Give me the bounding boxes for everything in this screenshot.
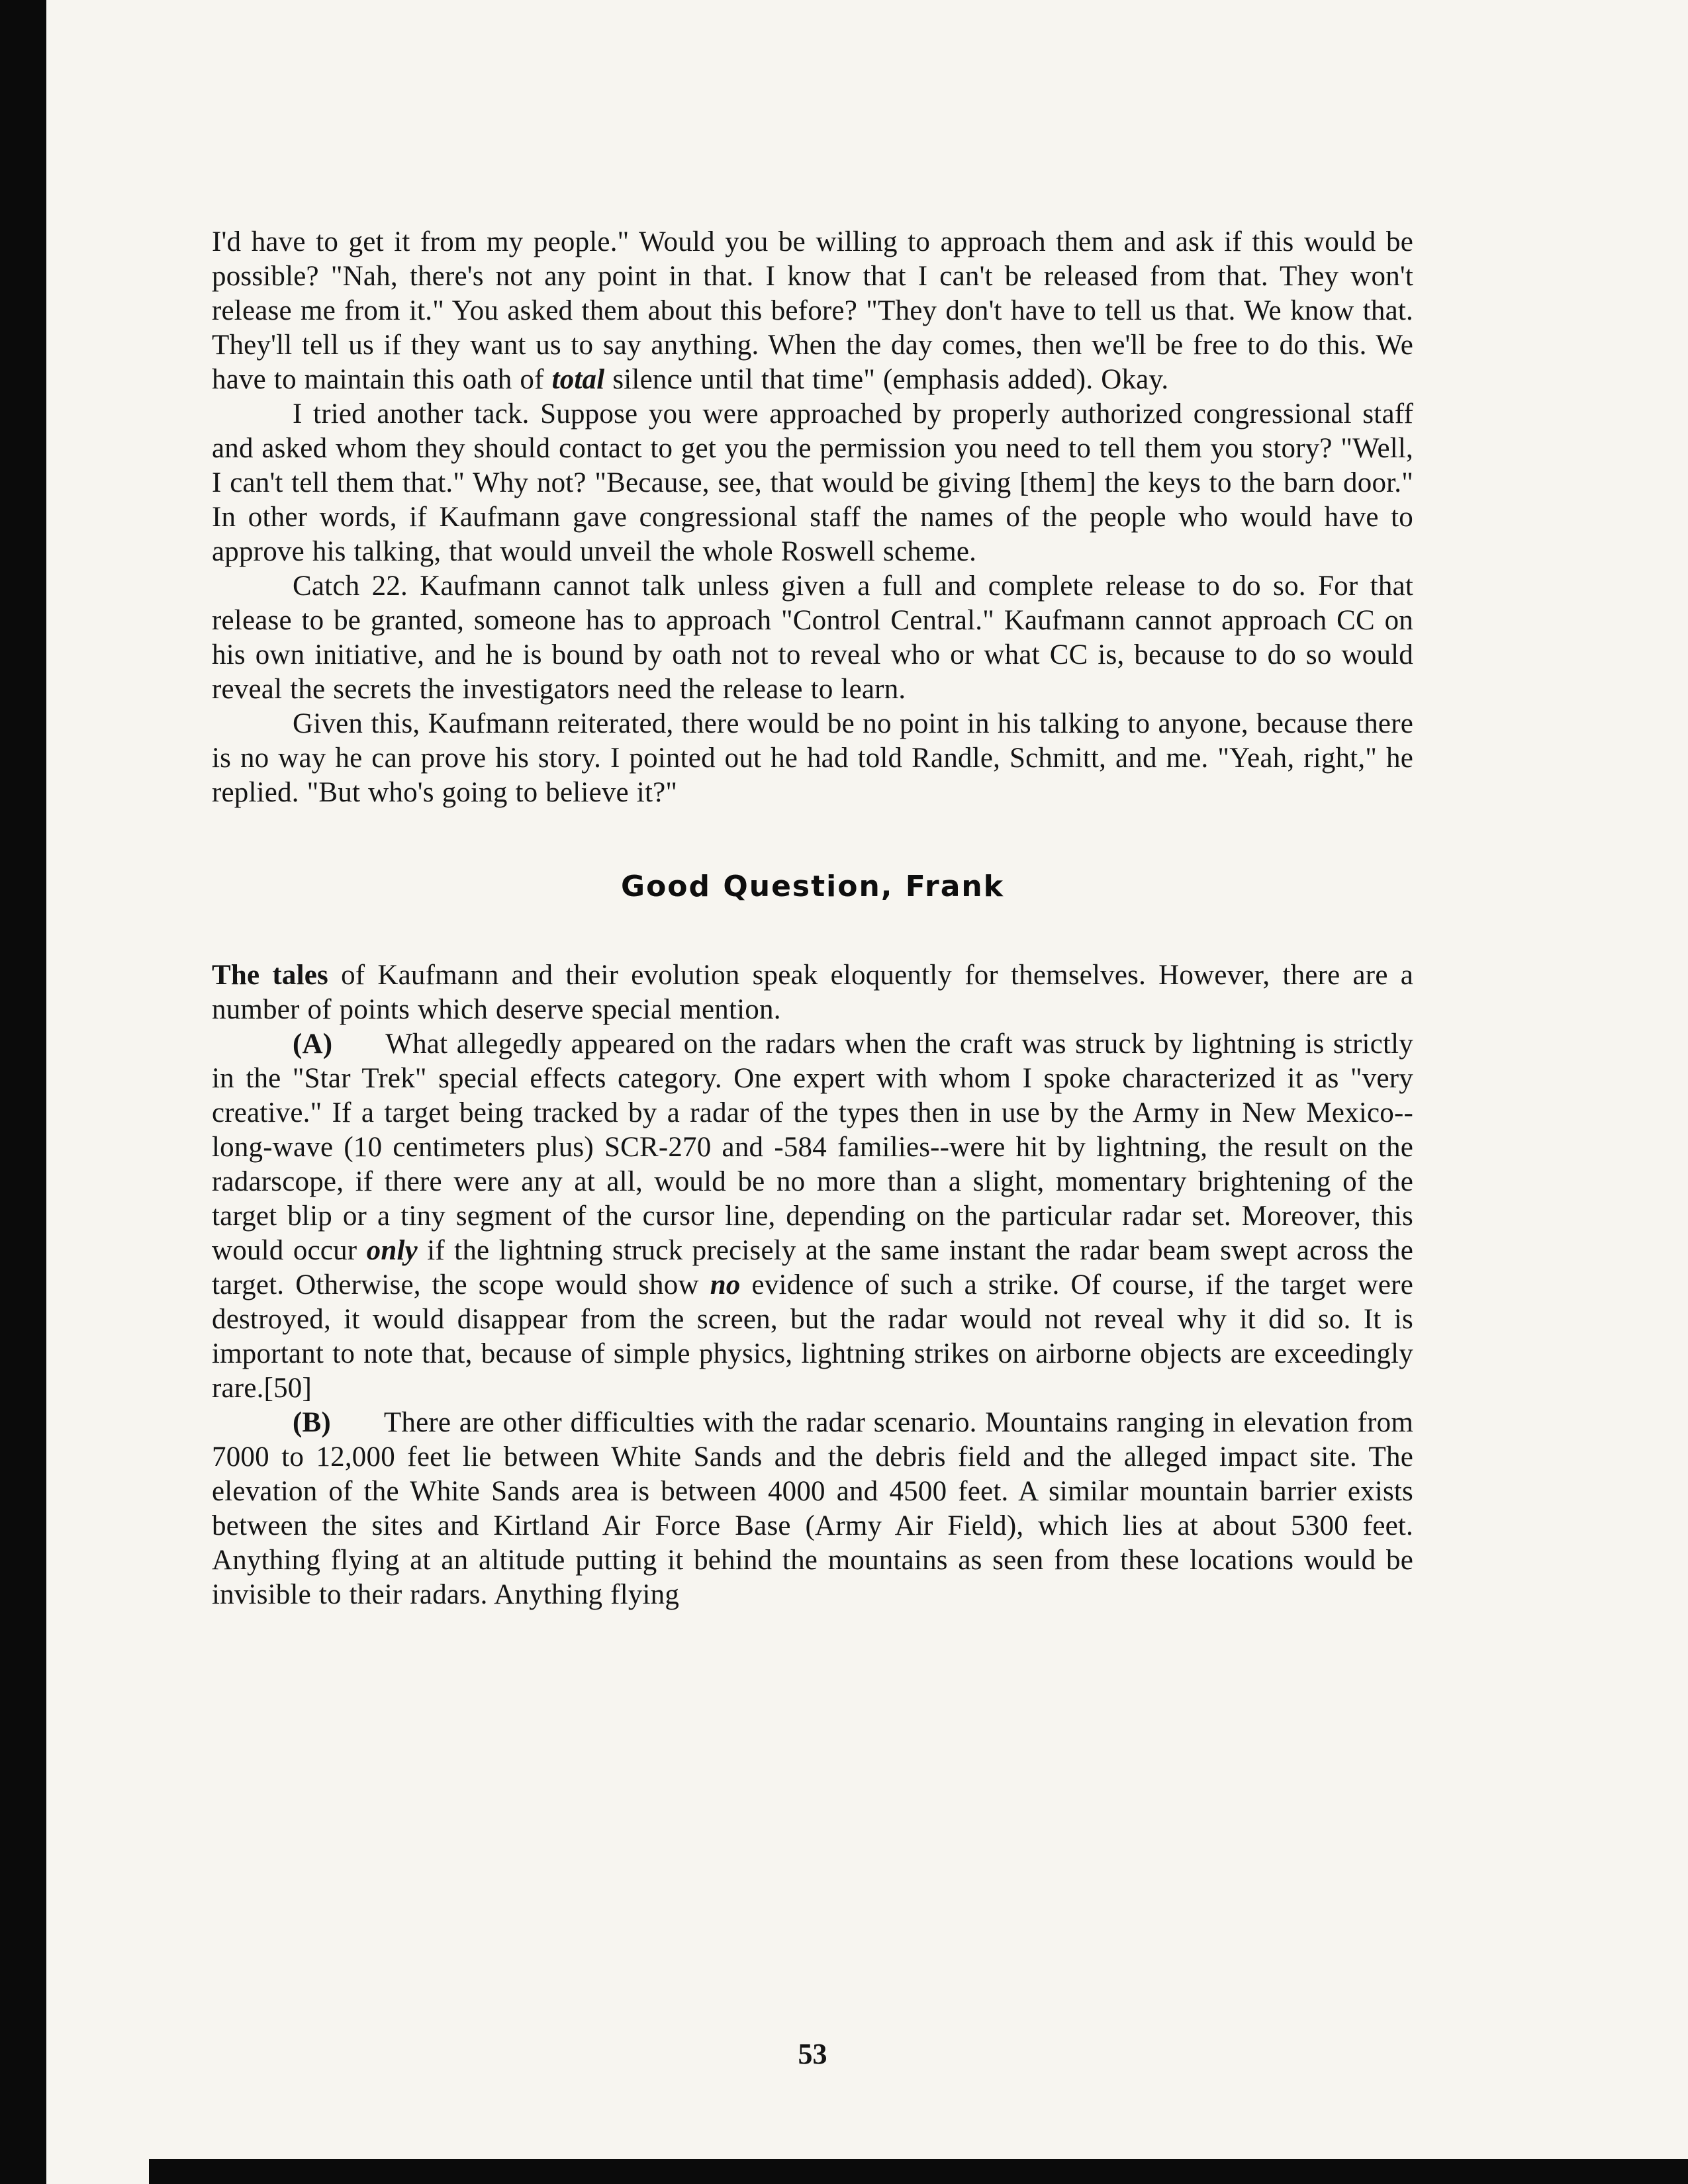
- emphasis-only: only: [366, 1235, 418, 1266]
- paragraph-5: [212, 958, 1413, 1027]
- text-segment: if the lightning struck precisely at the same instant the radar beam swept across the target. Otherwise, the scope would show: [212, 1235, 1414, 1300]
- page-text-block: [212, 225, 1413, 1612]
- page-number: 53: [798, 2038, 827, 2070]
- text-segment: There are other difficulties with the radar scenario. Mountains ranging in elevation from 7000 to 12,000 feet lie between White Sands and the debris field and the alleged impact site. The elevation of the White Sands area is between 4000 and 4500 feet. A similar mountain barrier exists between the sites and Kirtland Air Force Base (Army Air Field), which lies at about 5300 feet. Anything flying at an altitude putting it behind the mountains as seen from these locations would be invisible to their radars. Anything flying: [212, 1407, 1413, 1610]
- list-label-a: (A): [293, 1028, 333, 1060]
- text-segment: of Kaufmann and their evolution speak eloquently for themselves. However, there are a number of points which deserve special mention.: [212, 960, 1413, 1025]
- text-segment: I tried another tack. Suppose you were approached by properly authorized congressional staff and asked whom they should contact to get you the permission you need to tell them you story? "Well, I can't tell them that." Why not? "Because, see, that would be giving [them] the keys to the barn door." In other words, if Kaufmann gave congressional staff the names of the people who would have to approve his talking, that would unveil the whole Roswell scheme.: [212, 398, 1413, 567]
- paragraph-3: [212, 569, 1413, 707]
- text-segment: silence until that time" (emphasis added). Okay.: [604, 364, 1169, 395]
- section-heading: Good Question, Frank: [620, 870, 1005, 903]
- paragraph-2: [212, 397, 1413, 569]
- paragraph-6: [212, 1027, 1413, 1406]
- emphasis-total: total: [551, 364, 605, 395]
- text-segment: I'd have to get it from my people." Would you be willing to approach them and ask if this would be possible? "Nah, there's not any point in that. I know that I can't be released from that. They won't release me from it." You asked them about this before? "They don't have to tell us that. We know that. They'll tell us if they want us to say anything. When the day comes, then we'll be free to do this. We have to maintain this oath of: [212, 226, 1413, 395]
- emphasis-no: no: [710, 1269, 741, 1300]
- list-label-b: (B): [293, 1407, 331, 1438]
- text-segment: What allegedly appeared on the radars when the craft was struck by lightning is strictly in the "Star Trek" special effects category. One expert with whom I spoke characterized it as "very creative." If a target being tracked by a radar of the types then in use by the Army in New Mexico--long-wave (10 centimeters plus) SCR-270 and -584 families--were hit by lightning, the result on the radarscope, if there were any at all, would be no more than a slight, momentary brightening of the target blip or a tiny segment of the cursor line, depending on the particular radar set. Moreover, this would occur: [212, 1028, 1413, 1266]
- text-segment: evidence of such a strike. Of course, if the target were destroyed, it would disappear from the screen, but the radar would not reveal why it did so. It is important to note that, because of simple physics, lightning strikes on airborne objects are exceedingly rare.[50]: [212, 1269, 1413, 1404]
- scan-artifact-bottom-bar: [149, 2159, 1688, 2184]
- scan-artifact-left-bar: [0, 0, 46, 2184]
- paragraph-1: [212, 225, 1413, 397]
- text-segment: Catch 22. Kaufmann cannot talk unless given a full and complete release to do so. For that release to be granted, someone has to approach "Control Central." Kaufmann cannot approach CC on his own initiative, and he is bound by oath not to reveal who or what CC is, because to do so would reveal the secrets the investigators need the release to learn.: [212, 570, 1413, 705]
- text-segment: Given this, Kaufmann reiterated, there would be no point in his talking to anyone, because there is no way he can prove his story. I pointed out he had told Randle, Schmitt, and me. "Yeah, right," he replied. "But who's going to believe it?": [212, 708, 1413, 808]
- paragraph-4: [212, 707, 1413, 810]
- bold-lead-in: The tales: [212, 960, 328, 991]
- paragraph-7: [212, 1406, 1413, 1612]
